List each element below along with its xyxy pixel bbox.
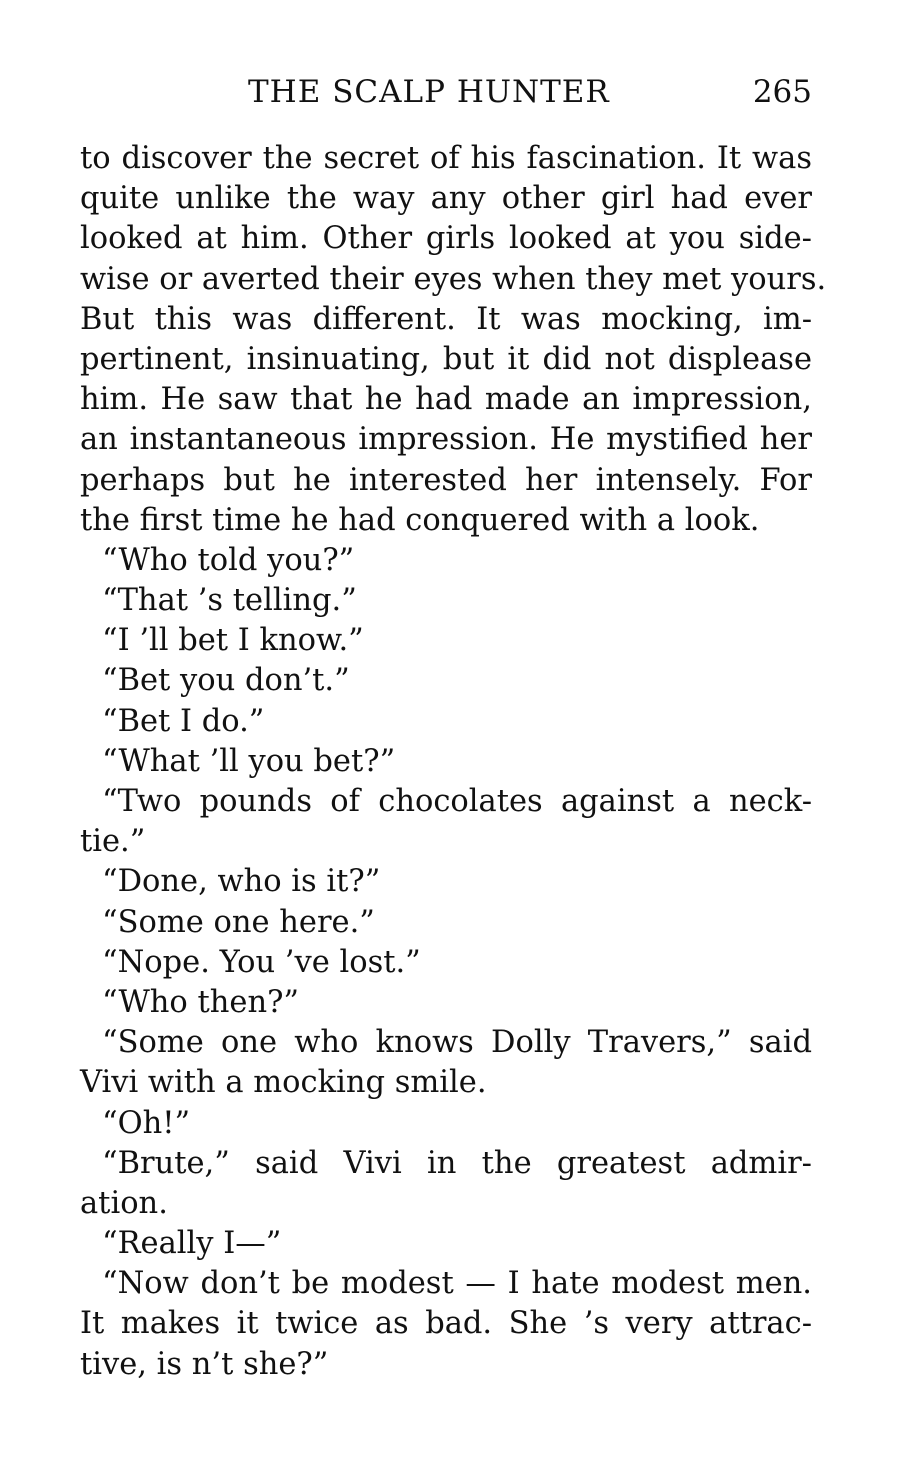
dialogue-line: “What ’ll you bet?”	[102, 743, 396, 779]
dialogue-line: “Now don’t be modest — I hate modest men.	[102, 1266, 812, 1302]
text-line: looked at him. Other girls looked at you side-	[80, 221, 812, 257]
dialogue-line: “Really I—”	[102, 1226, 282, 1262]
dialogue-line: “Who then?”	[102, 984, 300, 1020]
dialogue-line: “Oh!”	[102, 1105, 191, 1141]
page-header	[80, 72, 812, 120]
dialogue-line: “I ’ll bet I know.”	[102, 623, 364, 659]
text-line: quite unlike the way any other girl had ever	[80, 181, 812, 217]
text-line: the first time he had conquered with a look.	[80, 502, 760, 538]
page-number: 265	[752, 74, 812, 110]
text-line: Vivi with a mocking smile.	[80, 1065, 487, 1101]
text-line: tie.”	[80, 824, 146, 860]
dialogue-line: “Some one who knows Dolly Travers,” said	[102, 1025, 812, 1061]
text-line: tive, is n’t she?”	[80, 1346, 329, 1382]
dialogue-line: “Brute,” said Vivi in the greatest admir-	[102, 1145, 812, 1181]
text-line: wise or averted their eyes when they met yours.	[80, 261, 827, 297]
dialogue-line: “Done, who is it?”	[102, 864, 381, 900]
dialogue-line: “Two pounds of chocolates against a neck-	[102, 784, 812, 819]
dialogue-line: “Nope. You ’ve lost.”	[102, 944, 421, 980]
text-line: perhaps but he interested her intensely. For	[80, 462, 812, 498]
body-text	[80, 139, 827, 1385]
text-line: to discover the secret of his fascination. It was	[80, 141, 812, 176]
running-head: THE SCALP HUNTER	[248, 74, 610, 110]
text-line: ation.	[80, 1185, 168, 1221]
text-line: an instantaneous impression. He mystified her	[80, 422, 812, 458]
text-line: But this was different. It was mocking, im-	[80, 301, 812, 337]
dialogue-line: “That ’s telling.”	[102, 583, 357, 619]
text-line: pertinent, insinuating, but it did not displease	[80, 341, 812, 377]
dialogue-line: “Some one here.”	[102, 904, 375, 940]
text-line: It makes it twice as bad. She ’s very attrac-	[80, 1306, 812, 1342]
dialogue-line: “Bet I do.”	[102, 703, 265, 739]
text-line: him. He saw that he had made an impression,	[80, 382, 812, 418]
dialogue-line: “Bet you don’t.”	[102, 663, 350, 699]
dialogue-line: “Who told you?”	[102, 542, 355, 578]
